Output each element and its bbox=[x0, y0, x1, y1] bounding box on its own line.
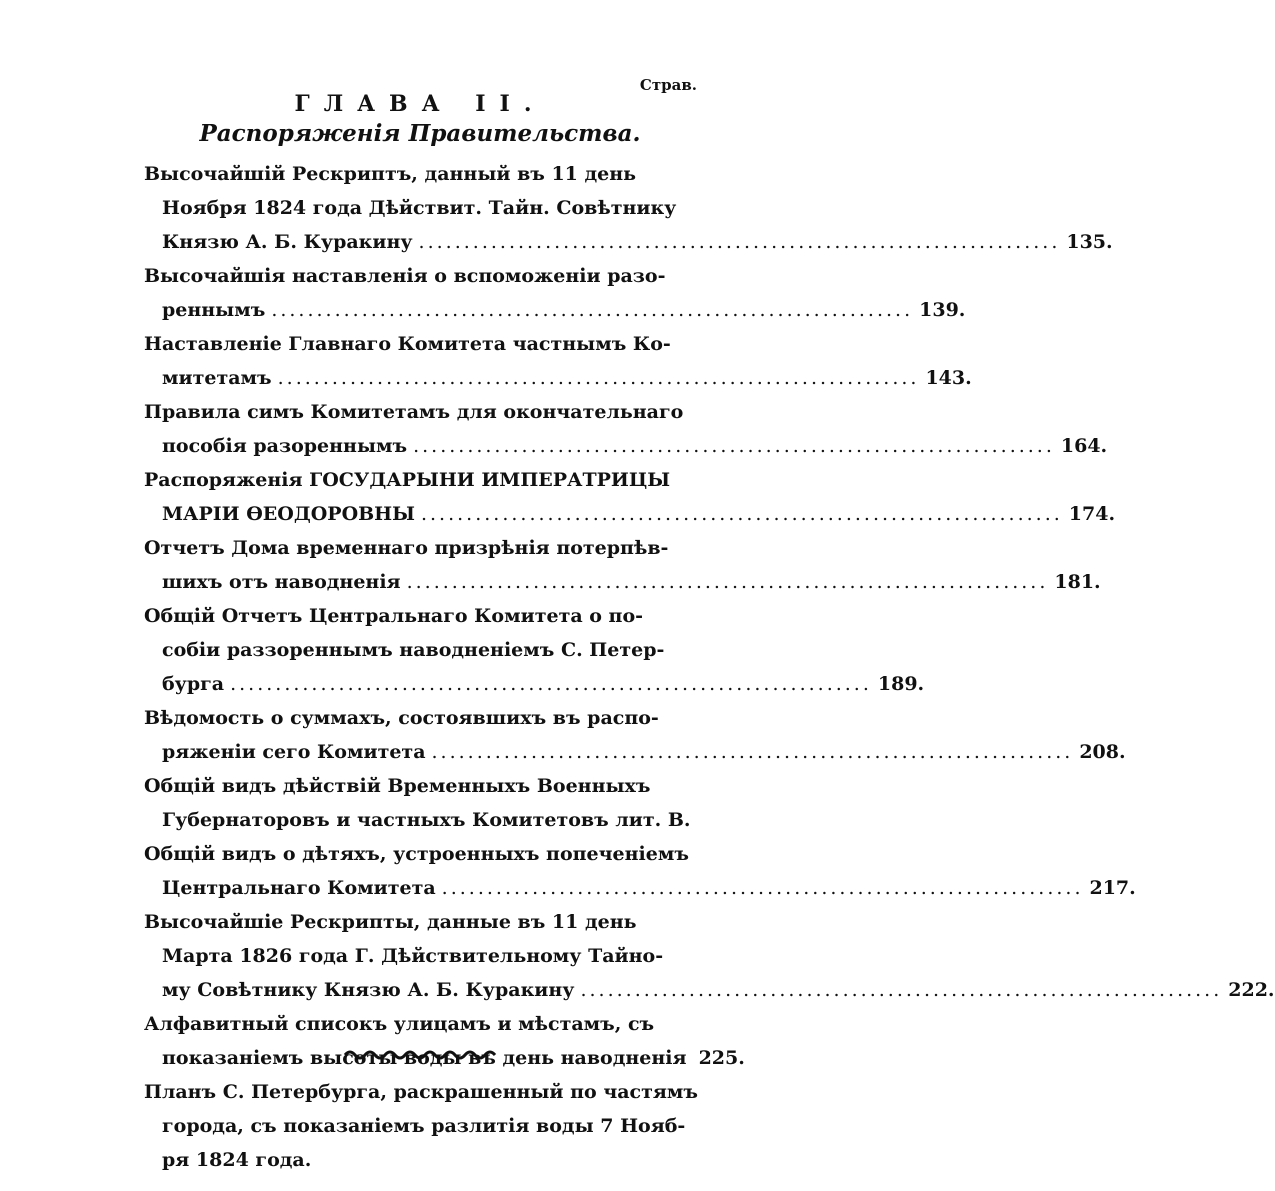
toc-entry bbox=[144, 157, 1113, 259]
toc-entry-final-text: му Совѣтнику Князю А. Б. Куракину bbox=[162, 979, 575, 1001]
page-number: 143. bbox=[925, 367, 972, 389]
dot-leader: ....................................................................... bbox=[441, 877, 1084, 899]
toc-entry-final-text: шихъ отъ наводненія bbox=[162, 571, 401, 593]
toc-entry-final-line bbox=[144, 871, 1136, 905]
toc-entry bbox=[144, 463, 1116, 531]
page-number: 174. bbox=[1068, 503, 1116, 525]
toc-entry-continuation: собіи раззореннымъ наводненіемъ С. Петер- bbox=[162, 639, 665, 661]
toc-entry-continuation: Губернаторовъ и частныхъ Комитетовъ лит. В. bbox=[162, 809, 691, 831]
table-of-contents bbox=[144, 157, 1275, 1177]
toc-entry-final-line bbox=[144, 565, 1101, 599]
page-number: 135. bbox=[1066, 231, 1113, 253]
toc-entry bbox=[144, 769, 699, 837]
toc-entry bbox=[144, 599, 925, 701]
toc-entry-final-text: пособія разореннымъ bbox=[162, 435, 408, 457]
toc-entry bbox=[144, 905, 1275, 1007]
dot-leader: ....................................................................... bbox=[277, 367, 920, 389]
toc-entry-final-text: бурга bbox=[162, 673, 225, 695]
toc-entry-title: Наставленіе Главнаго Комитета частнымъ Ко- bbox=[144, 333, 671, 355]
toc-entry-continuation: ря 1824 года. bbox=[162, 1149, 312, 1171]
toc-entry bbox=[144, 327, 972, 395]
page-number: 225. bbox=[698, 1047, 745, 1069]
toc-entry-final-text: ряженіи сего Комитета bbox=[162, 741, 426, 763]
dot-leader: ....................................................................... bbox=[413, 435, 1055, 457]
dot-leader: ....................................................................... bbox=[420, 503, 1063, 525]
toc-entry-final-line bbox=[144, 667, 925, 701]
toc-entry-final-text: реннымъ bbox=[162, 299, 266, 321]
toc-entry-final-text: Князю А. Б. Куракину bbox=[162, 231, 413, 253]
dot-leader: ....................................................................... bbox=[431, 741, 1074, 763]
toc-entry-final-line bbox=[144, 361, 972, 395]
dot-leader: ....................................................................... bbox=[271, 299, 914, 321]
toc-entry bbox=[144, 531, 1101, 599]
toc-entry bbox=[144, 1075, 699, 1177]
toc-entry-title: Общій Отчетъ Центральнаго Комитета о по- bbox=[144, 605, 644, 627]
page-number: 217. bbox=[1089, 877, 1136, 899]
toc-entry-final-line bbox=[144, 225, 1113, 259]
page-number: 189. bbox=[877, 673, 925, 695]
toc-entry-title: Отчетъ Дома временнаго призрѣнія потерпѣв- bbox=[144, 537, 669, 559]
toc-entry bbox=[144, 395, 1108, 463]
toc-entry-final-line bbox=[144, 429, 1108, 463]
toc-entry-final-text: МАРІИ ѲЕОДОРОВНЫ bbox=[162, 503, 415, 525]
toc-entry-final-text: Центральнаго Комитета bbox=[162, 877, 436, 899]
chapter-subtitle: Распоряженія Правительства. bbox=[199, 120, 641, 147]
dot-leader: ....................................................................... bbox=[580, 979, 1223, 1001]
dot-leader: ....................................................................... bbox=[418, 231, 1061, 253]
toc-entry-final-line bbox=[144, 293, 966, 327]
page-number: 164. bbox=[1060, 435, 1108, 457]
toc-entry bbox=[144, 259, 966, 327]
toc-entry-final-text: митетамъ bbox=[162, 367, 272, 389]
toc-entry-title: Высочайшія наставленія о вспоможеніи разо- bbox=[144, 265, 666, 287]
toc-entry-title: Алфавитный списокъ улицамъ и мѣстамъ, съ bbox=[144, 1013, 655, 1035]
page-number: 208. bbox=[1079, 741, 1126, 763]
toc-entry-final-line bbox=[144, 973, 1275, 1007]
toc-entry-title: Распоряженія ГОСУДАРЫНИ ИМПЕРАТРИЦЫ bbox=[144, 469, 671, 491]
toc-entry-final-line bbox=[144, 497, 1116, 531]
page-number: 222. bbox=[1228, 979, 1275, 1001]
toc-entry-title: Планъ С. Петербурга, раскрашенный по частямъ bbox=[144, 1081, 699, 1103]
dot-leader: ....................................................................... bbox=[406, 571, 1049, 593]
page-number: 139. bbox=[919, 299, 966, 321]
page-number: 181. bbox=[1054, 571, 1101, 593]
toc-entry-continuation: Ноября 1824 года Дѣйствит. Тайн. Совѣтнику bbox=[162, 197, 677, 219]
toc-entry-title: Высочайшіе Рескрипты, данные въ 11 день bbox=[144, 911, 637, 933]
dot-leader: ....................................................................... bbox=[230, 673, 872, 695]
toc-entry-title: Правила симъ Комитетамъ для окончательнаго bbox=[144, 401, 684, 423]
toc-entry-final-line bbox=[144, 735, 1126, 769]
toc-entry bbox=[144, 837, 1136, 905]
toc-entry-title: Общій видъ о дѣтяхъ, устроенныхъ попеченіемъ bbox=[144, 843, 689, 865]
toc-entry-title: Общій видъ дѣйствій Временныхъ Военныхъ bbox=[144, 775, 651, 797]
toc-entry bbox=[144, 1007, 745, 1075]
toc-entry-continuation: города, съ показаніемъ разлитія воды 7 Нояб- bbox=[162, 1115, 686, 1137]
toc-entry-final-text: показаніемъ высоты воды въ день наводненія bbox=[162, 1047, 687, 1069]
toc-entry-title: Высочайшій Рескриптъ, данный въ 11 день bbox=[144, 163, 637, 185]
ornament-divider bbox=[343, 1047, 493, 1063]
page-column-label: Страв. bbox=[639, 76, 697, 94]
toc-entry bbox=[144, 701, 1126, 769]
toc-entry-continuation: Марта 1826 года Г. Дѣйствительному Тайно- bbox=[162, 945, 664, 967]
chapter-heading: ГЛАВА II. bbox=[294, 91, 546, 117]
toc-entry-title: Вѣдомость о суммахъ, состоявшихъ въ распо- bbox=[144, 707, 659, 729]
